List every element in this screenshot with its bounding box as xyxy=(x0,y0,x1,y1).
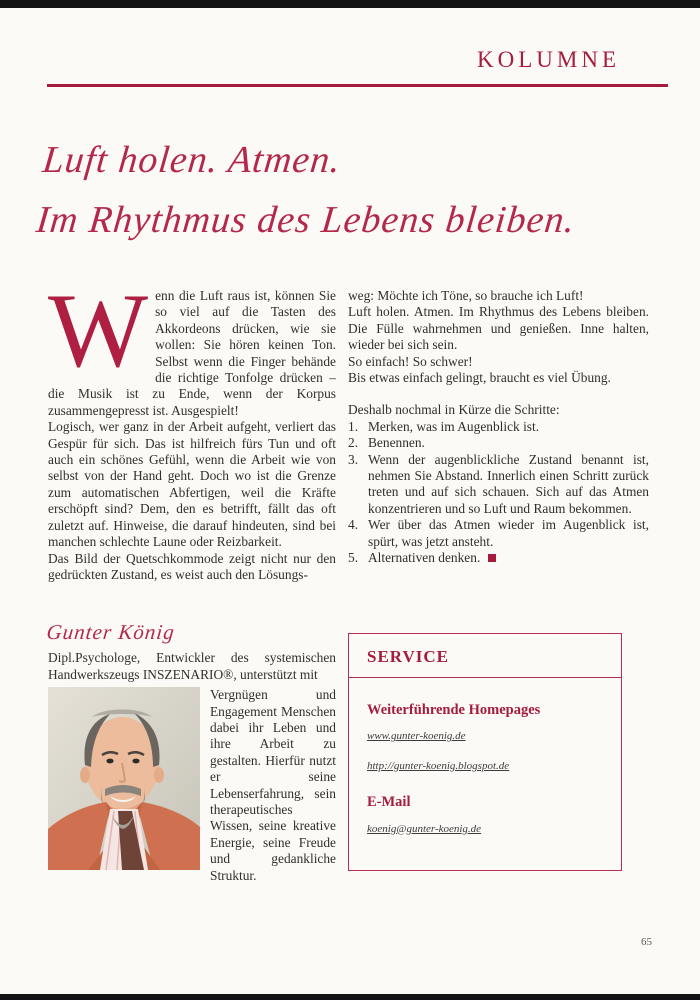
author-section xyxy=(45,620,336,884)
step-text: Wenn der augenblickliche Zustand benannt ist, nehmen Sie Abstand. Innerlich einen Schritt zurück treten und auf sich schauen. Sich auf das Atmen konzentrieren und so Luft und Raum bekommen. xyxy=(368,451,649,516)
step-item-4 xyxy=(348,517,649,550)
step-text: Benennen. xyxy=(368,435,425,451)
step-text: Merken, was im Augenblick ist. xyxy=(368,418,540,434)
homepage-link-2[interactable]: http://gunter-koenig.blogspot.de xyxy=(367,759,510,772)
author-bio-rest: Vergnügen und Engagement Menschen dabei ihr Leben und ihre Arbeit zu gestalten. Hierfür nutzt er seine Lebenserfahrung, sein therapeutisches Wissen, seine kreative Energie, seine Freude und gedankliche Struktur. xyxy=(210,687,336,883)
header-rule xyxy=(47,84,668,87)
end-of-article-marker xyxy=(488,554,496,562)
paragraph-7: Bis etwas einfach gelingt, braucht es viel Übung. xyxy=(348,370,611,386)
title-line-1: Luft holen. Atmen. xyxy=(40,139,344,181)
step-number: 5. xyxy=(348,550,359,566)
step-text-inner: Alternativen denken. xyxy=(368,550,481,566)
step-number: 2. xyxy=(348,435,359,451)
step-number: 1. xyxy=(348,418,359,434)
service-heading: SERVICE xyxy=(349,634,621,678)
drop-cap: W xyxy=(48,272,149,389)
column-left xyxy=(45,272,336,884)
paragraph-5: Luft holen. Atmen. Im Rhythmus des Lebens bleiben. Die Fülle wahrnehmen und genießen. Inne halten, wieder bei sich sein. xyxy=(348,304,649,353)
step-text xyxy=(368,550,649,566)
paragraph-3: Das Bild der Quetschkommode zeigt nicht nur den gedrückten Zustand, es weist auch den Lösungs- xyxy=(48,550,336,582)
paragraph-6: So einfach! So schwer! xyxy=(348,353,473,369)
service-email-label: E-Mail xyxy=(367,794,411,811)
author-photo-row xyxy=(48,687,336,884)
step-item-1 xyxy=(348,419,649,435)
paragraph-2: Logisch, wer ganz in der Arbeit aufgeht, verliert das Gespür für sich. Das ist hilfreich fürs Tun und oft auch ein schönes Gefühl, wenn die Arbeit wie von selbst von der Hand geht. Doch wo ist die Grenze zum automatischen Abfertigen, weil die Kräfte erschöpft sind? Dem, den es betrifft, fällt das oft zuletzt auf. Hinweise, die darauf hindeuten, sind bei manchen schlechte Laune oder Reizbarkeit. xyxy=(48,419,336,550)
paragraph-opening-text: enn die Luft raus ist, können Sie so viel auf die Tasten des Akkordeons drücken, wie sie wollen: Sie hören keinen Ton. Selbst wenn die Finger behände die richtige Tonfolge drücken – die Musik ist zu Ende, wenn der Korpus zusammengepresst ist. Ausgespielt! xyxy=(48,288,336,418)
step-number: 4. xyxy=(348,517,359,533)
page-number: 65 xyxy=(641,936,652,948)
top-edge-bar xyxy=(0,0,700,8)
steps-intro: Deshalb nochmal in Kürze die Schritte: xyxy=(348,402,560,418)
step-item-5 xyxy=(348,550,649,566)
title-line-2: Im Rhythmus des Lebens bleiben. xyxy=(34,199,578,241)
homepage-link-1[interactable]: www.gunter-koenig.de xyxy=(367,730,466,743)
step-text: Wer über das Atmen wieder im Augenblick ist, spürt, was jetzt ansteht. xyxy=(368,517,649,549)
email-link[interactable]: koenig@gunter-koenig.de xyxy=(367,822,482,835)
author-bio-intro: Dipl.Psychologe, Entwickler des systemischen Handwerkszeugs INSZENARIO®, unterstützt mit xyxy=(48,650,336,682)
author-photo xyxy=(48,687,200,870)
service-body xyxy=(349,678,621,870)
author-name: Gunter König xyxy=(45,620,177,645)
step-item-2 xyxy=(348,435,649,451)
paragraph-opening xyxy=(48,272,336,419)
column-right xyxy=(348,288,649,871)
service-homepages-label: Weiterführende Homepages xyxy=(367,701,541,718)
paragraph-4: weg: Möchte ich Töne, so brauche ich Luft! xyxy=(348,288,584,303)
section-kicker: KOLUMNE xyxy=(477,47,620,72)
service-box xyxy=(348,633,622,871)
bottom-edge-bar xyxy=(0,994,700,1000)
step-item-3 xyxy=(348,452,649,518)
article-title xyxy=(33,130,666,250)
step-number: 3. xyxy=(348,451,359,467)
